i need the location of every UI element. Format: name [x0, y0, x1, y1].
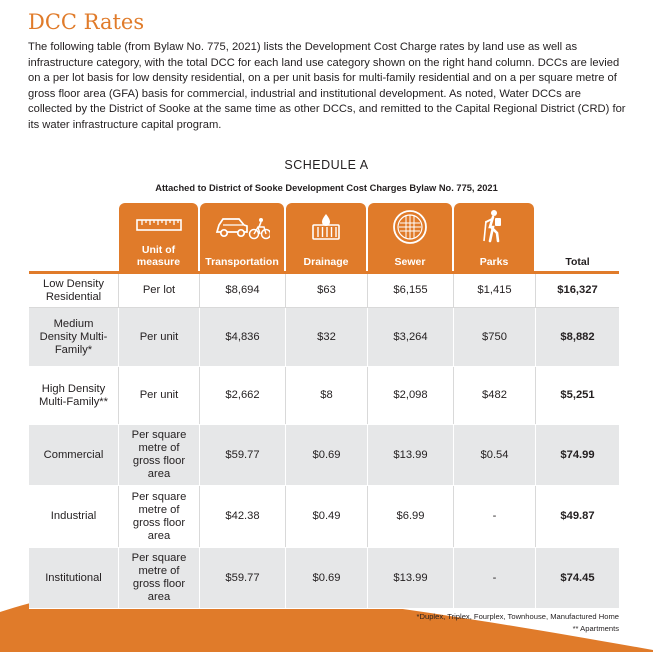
cell-parks: - — [454, 548, 536, 608]
footnote-medium-density: *Duplex, Triplex, Fourplex, Townhouse, Manufactured Home — [416, 612, 619, 621]
header-label-unit: Unit of measure — [136, 244, 181, 268]
cell-transportation: $59.77 — [200, 548, 286, 608]
cell-unit: Per square metre of gross floor area — [119, 548, 200, 608]
table-row — [29, 274, 619, 308]
cell-transportation: $59.77 — [200, 425, 286, 485]
cell-sewer: $13.99 — [368, 548, 454, 608]
cell-transportation: $4,836 — [200, 308, 286, 366]
cell-transportation: $8,694 — [200, 274, 286, 307]
header-parks — [454, 203, 534, 271]
cell-transportation: $2,662 — [200, 367, 286, 424]
table-body — [29, 274, 619, 609]
schedule-title: SCHEDULE A — [284, 158, 369, 172]
cell-total: $49.87 — [560, 510, 595, 522]
table-row — [29, 548, 619, 609]
header-total — [536, 203, 619, 271]
cell-sewer: $13.99 — [368, 425, 454, 485]
cell-total: $8,882 — [560, 330, 595, 343]
cell-land-use: Medium Density Multi-Family* — [29, 308, 119, 366]
ruler-icon — [135, 213, 183, 235]
cell-sewer: $6,155 — [368, 274, 454, 307]
cell-unit: Per unit — [119, 308, 200, 366]
cell-total: $74.99 — [560, 448, 595, 461]
intro-paragraph: The following table (from Bylaw No. 775, 2021) lists the Development Cost Charge rates by land use as well as infrastructure category, with the total DCC for each land use category shown on the right hand column. DCCs are levied on a per lot basis for low density residential, on a per unit basis for multi-family residential and on a per square metre of gross floor area (GFA) basis for commercial, industrial and institutional development. As noted, Water DCCs are collected by the District of Sooke at the same time as other DCCs, and remitted to the Capital Regional District (CRD) for its water infrastructure capital program. — [28, 41, 626, 131]
cell-drainage: $63 — [286, 274, 368, 307]
cell-unit: Per lot — [119, 274, 200, 307]
header-label-drainage: Drainage — [303, 256, 349, 268]
page-title: DCC Rates — [28, 10, 145, 34]
cell-unit: Per square metre of gross floor area — [119, 486, 200, 547]
cell-total: $16,327 — [557, 284, 598, 296]
cell-drainage: $0.69 — [286, 548, 368, 608]
cell-unit: Per square metre of gross floor area — [119, 425, 200, 485]
table-row — [29, 308, 619, 367]
footnote-high-density: ** Apartments — [572, 624, 619, 633]
header-transportation — [200, 203, 284, 271]
table-row — [29, 486, 619, 548]
table-row — [29, 367, 619, 425]
car-bike-icon — [214, 213, 270, 241]
header-drainage — [286, 203, 366, 271]
header-label-transportation: Transportation — [205, 256, 279, 268]
cell-sewer: $6.99 — [368, 486, 454, 547]
drain-grate-icon — [308, 213, 344, 241]
header-label-parks: Parks — [479, 256, 509, 268]
cell-unit: Per unit — [119, 367, 200, 424]
header-label-total: Total — [565, 256, 590, 268]
header-label-sewer: Sewer — [394, 256, 426, 268]
footnotes — [417, 611, 619, 635]
cell-drainage: $0.69 — [286, 425, 368, 485]
header-unit-of-measure — [119, 203, 198, 271]
cell-drainage: $0.49 — [286, 486, 368, 547]
cell-total: $5,251 — [560, 389, 595, 401]
cell-land-use: Commercial — [29, 425, 119, 485]
cell-total: $74.45 — [560, 571, 595, 584]
cell-parks: $750 — [454, 308, 536, 366]
cell-parks: $0.54 — [454, 425, 536, 485]
cell-land-use: Institutional — [29, 548, 119, 608]
table-header-row — [29, 203, 619, 271]
cell-land-use: High Density Multi-Family** — [29, 367, 119, 424]
cell-drainage: $8 — [286, 367, 368, 424]
cell-land-use: Industrial — [29, 486, 119, 547]
table-row — [29, 425, 619, 486]
cell-sewer: $3,264 — [368, 308, 454, 366]
cell-transportation: $42.38 — [200, 486, 286, 547]
cell-land-use: Low Density Residential — [29, 274, 119, 307]
cell-parks: - — [454, 486, 536, 547]
cell-parks: $1,415 — [454, 274, 536, 307]
cell-drainage: $32 — [286, 308, 368, 366]
cell-sewer: $2,098 — [368, 367, 454, 424]
cell-parks: $482 — [454, 367, 536, 424]
dcc-rates-table — [29, 203, 619, 609]
hiker-icon — [481, 209, 507, 243]
manhole-icon — [392, 209, 428, 245]
header-sewer — [368, 203, 452, 271]
schedule-subtitle: Attached to District of Sooke Development Cost Charges Bylaw No. 775, 2021 — [155, 183, 498, 193]
